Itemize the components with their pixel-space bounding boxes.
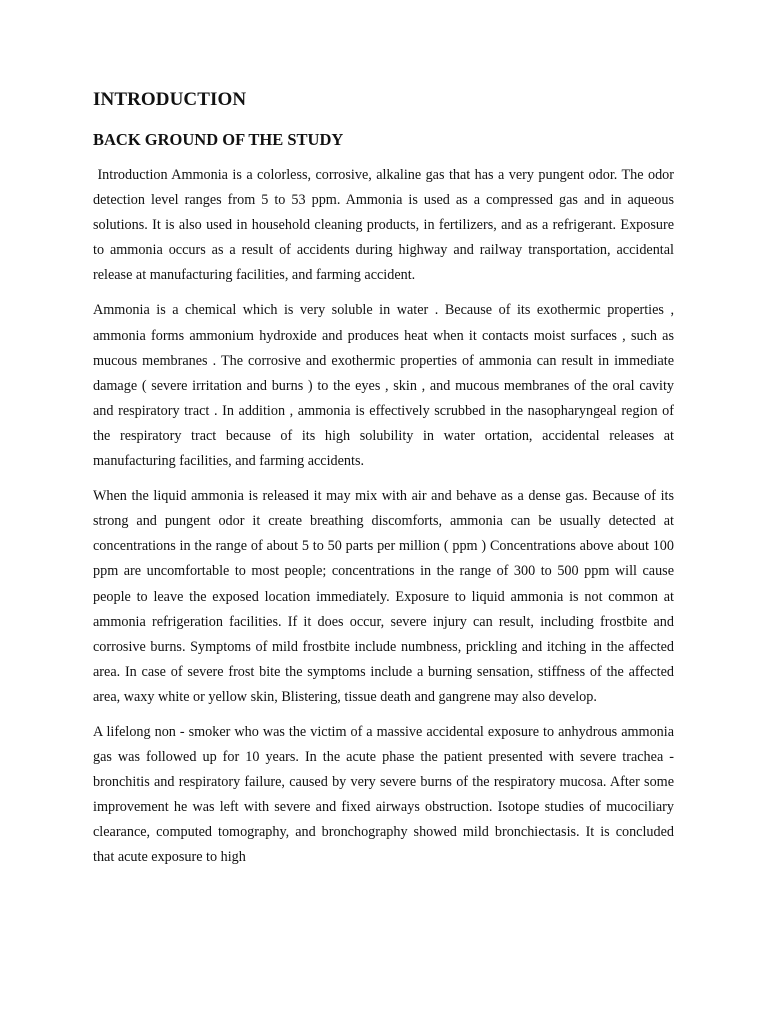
paragraph-3: When the liquid ammonia is released it may mix with air and behave as a dense gas. Because of its strong and pungent odor it create breathing discomforts, ammonia can be usually detected at concentrations in the range of about 5 to 50 parts per million ( ppm ) Concentrations above about 100 ppm are uncomfortable to most people; concentrations in the range of 300 to 500 ppm will cause people to leave the exposed location immediately. Exposure to liquid ammonia is not common at ammonia refrigeration facilities. If it does occur, severe injury can result, including frostbite and corrosive burns. Symptoms of mild frostbite include numbness, prickling and itching in the affected area. In case of severe frost bite the symptoms include a burning sensation, stiffness of the affected area, waxy white or yellow skin, Blistering, tissue death and gangrene may also develop. <box>93 488 674 705</box>
section-heading: BACK GROUND OF THE STUDY <box>93 130 344 149</box>
paragraph-4: A lifelong non - smoker who was the victim of a massive accidental exposure to anhydrous ammonia gas was followed up for 10 years. In the acute phase the patient presented with severe trachea - bronchitis and respiratory failure, caused by very severe burns of the respiratory mucosa. After some improvement he was left with severe and fixed airways obstruction. Isotope studies of mucociliary clearance, computed tomography, and bronchography showed mild bronchiectasis. It is concluded that acute exposure to high <box>93 723 674 866</box>
paragraph-2: Ammonia is a chemical which is very soluble in water . Because of its exothermic properties , ammonia forms ammonium hydroxide and produces heat when it contacts moist surfaces , such as mucous membranes . The corrosive and exothermic properties of ammonia can result in immediate damage ( severe irritation and burns ) to the eyes , skin , and mucous membranes of the oral cavity and respiratory tract . In addition , ammonia is effectively scrubbed in the nasopharyngeal region of the respiratory tract because of its high solubility in water ortation, accidental releases at manufacturing facilities, and farming accidents. <box>93 302 674 470</box>
page-title: INTRODUCTION <box>93 89 247 110</box>
paragraph-1: Introduction Ammonia is a colorless, corrosive, alkaline gas that has a very pungent odor. The odor detection level ranges from 5 to 53 ppm. Ammonia is used as a compressed gas and in aqueous solutions. It is also used in household cleaning products, in fertilizers, and as a refrigerant. Exposure to ammonia occurs as a result of accidents during highway and railway transportation, accidental release at manufacturing facilities, and farming accident. <box>93 167 674 284</box>
document-page <box>93 88 674 870</box>
